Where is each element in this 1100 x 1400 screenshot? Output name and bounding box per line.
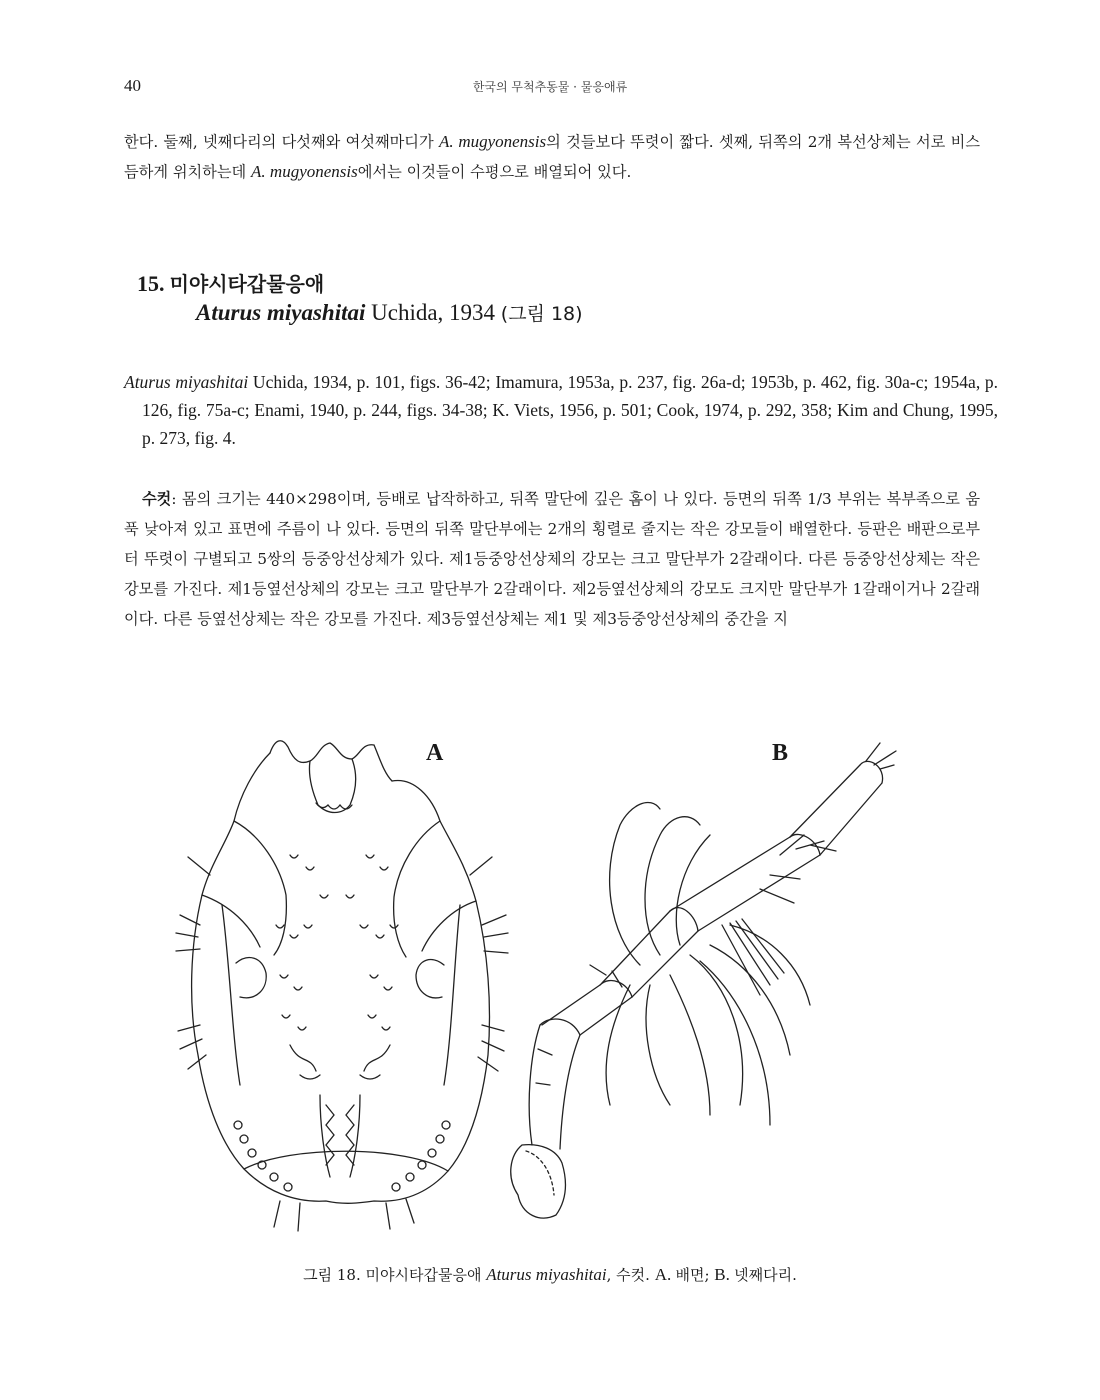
caption-part-a-text: 배면; — [675, 1266, 715, 1284]
fourth-leg-drawing — [511, 743, 896, 1218]
mite-ventral-view-drawing — [176, 741, 508, 1231]
caption-sex: , 수컷. — [606, 1266, 655, 1284]
references-text: Uchida, 1934, p. 101, figs. 36-42; Imamura, 1953a, p. 237, fig. 26a-d; 1953b, p. 462, fig. 30a-c; 1954a, p. 126, fig. 75a-c; Enami, 1940, p. 244, figs. 34-38; K. Viets, 1956, p. 501; Cook, 1974, p. 292, 358; Kim and Chung, 1995, p. 273, fig. 4. — [142, 372, 999, 448]
caption-part-b-text: 넷째다리. — [734, 1266, 797, 1284]
species-number: 15. — [137, 271, 165, 296]
synonymy-references — [124, 368, 998, 452]
caption-species-name: Aturus miyashitai — [486, 1265, 607, 1284]
intro-paragraph — [124, 127, 980, 187]
species-korean-name: 미야시타갑물응애 — [169, 272, 325, 296]
description-paragraph — [124, 484, 980, 634]
intro-text: 에서는 이것들이 수평으로 배열되어 있다. — [357, 163, 632, 181]
figure-label-a: A — [426, 740, 444, 766]
intro-text: 한다. 둘째, 넷째다리의 다섯째와 여섯째마디가 — [124, 133, 439, 151]
figure-18-illustration — [170, 725, 970, 1245]
species-heading — [137, 268, 583, 326]
description-text: : 몸의 크기는 440×298이며, 등배로 납작하하고, 뒤쪽 말단에 깊은 홈이 나 있다. 등면의 뒤쪽 1/3 부위는 복부족으로 움푹 낮아져 있고 표면에 주름이 나 있다. 등면의 뒤쪽 말단부에는 2개의 횡렬로 줄지는 작은 강모들이 배열한다. 등판은 배판으로부터 뚜렷이 구별되고 5쌍의 등중앙선상체가 있다. 제1등중앙선상체의 강모는 크고 말단부가 2갈래이다. 다른 등중앙선상체는 작은 강모를 가진다. 제1등옆선상체의 강모는 크고 말단부가 2갈래이다. 제2등옆선상체의 강모도 크지만 말단부가 1갈래이거나 2갈래이다. 다른 등옆선상체는 작은 강모를 가진다. 제3등옆선상체는 제1 및 제3등중앙선상체의 중간을 지 — [124, 490, 980, 628]
figure-caption — [0, 1264, 1100, 1285]
caption-part-a-label: A. — [654, 1265, 676, 1284]
species-scientific-name: Aturus miyashitai — [196, 300, 366, 325]
references-species-name: Aturus miyashitai — [124, 372, 249, 392]
caption-prefix: 그림 18. 미야시타갑물응애 — [303, 1266, 487, 1284]
description-label: 수컷 — [142, 490, 172, 508]
running-head: 한국의 무척추동물 · 물응애류 — [472, 80, 628, 94]
intro-species-name: A. mugyonensis — [438, 132, 547, 151]
page-number: 40 — [124, 76, 141, 95]
intro-species-name: A. mugyonensis — [251, 162, 358, 181]
figure-label-b: B — [772, 740, 789, 766]
intro-text: 의 것들보다 뚜렷이 짧다. 셋째, 뒤쪽의 2개 복선상체는 서로 비스듬하게 위치하는데 — [124, 133, 980, 181]
species-figure-ref: (그림 18) — [500, 303, 583, 325]
species-authority: Uchida, 1934 — [365, 300, 501, 325]
caption-part-b-label: B. — [714, 1265, 735, 1284]
